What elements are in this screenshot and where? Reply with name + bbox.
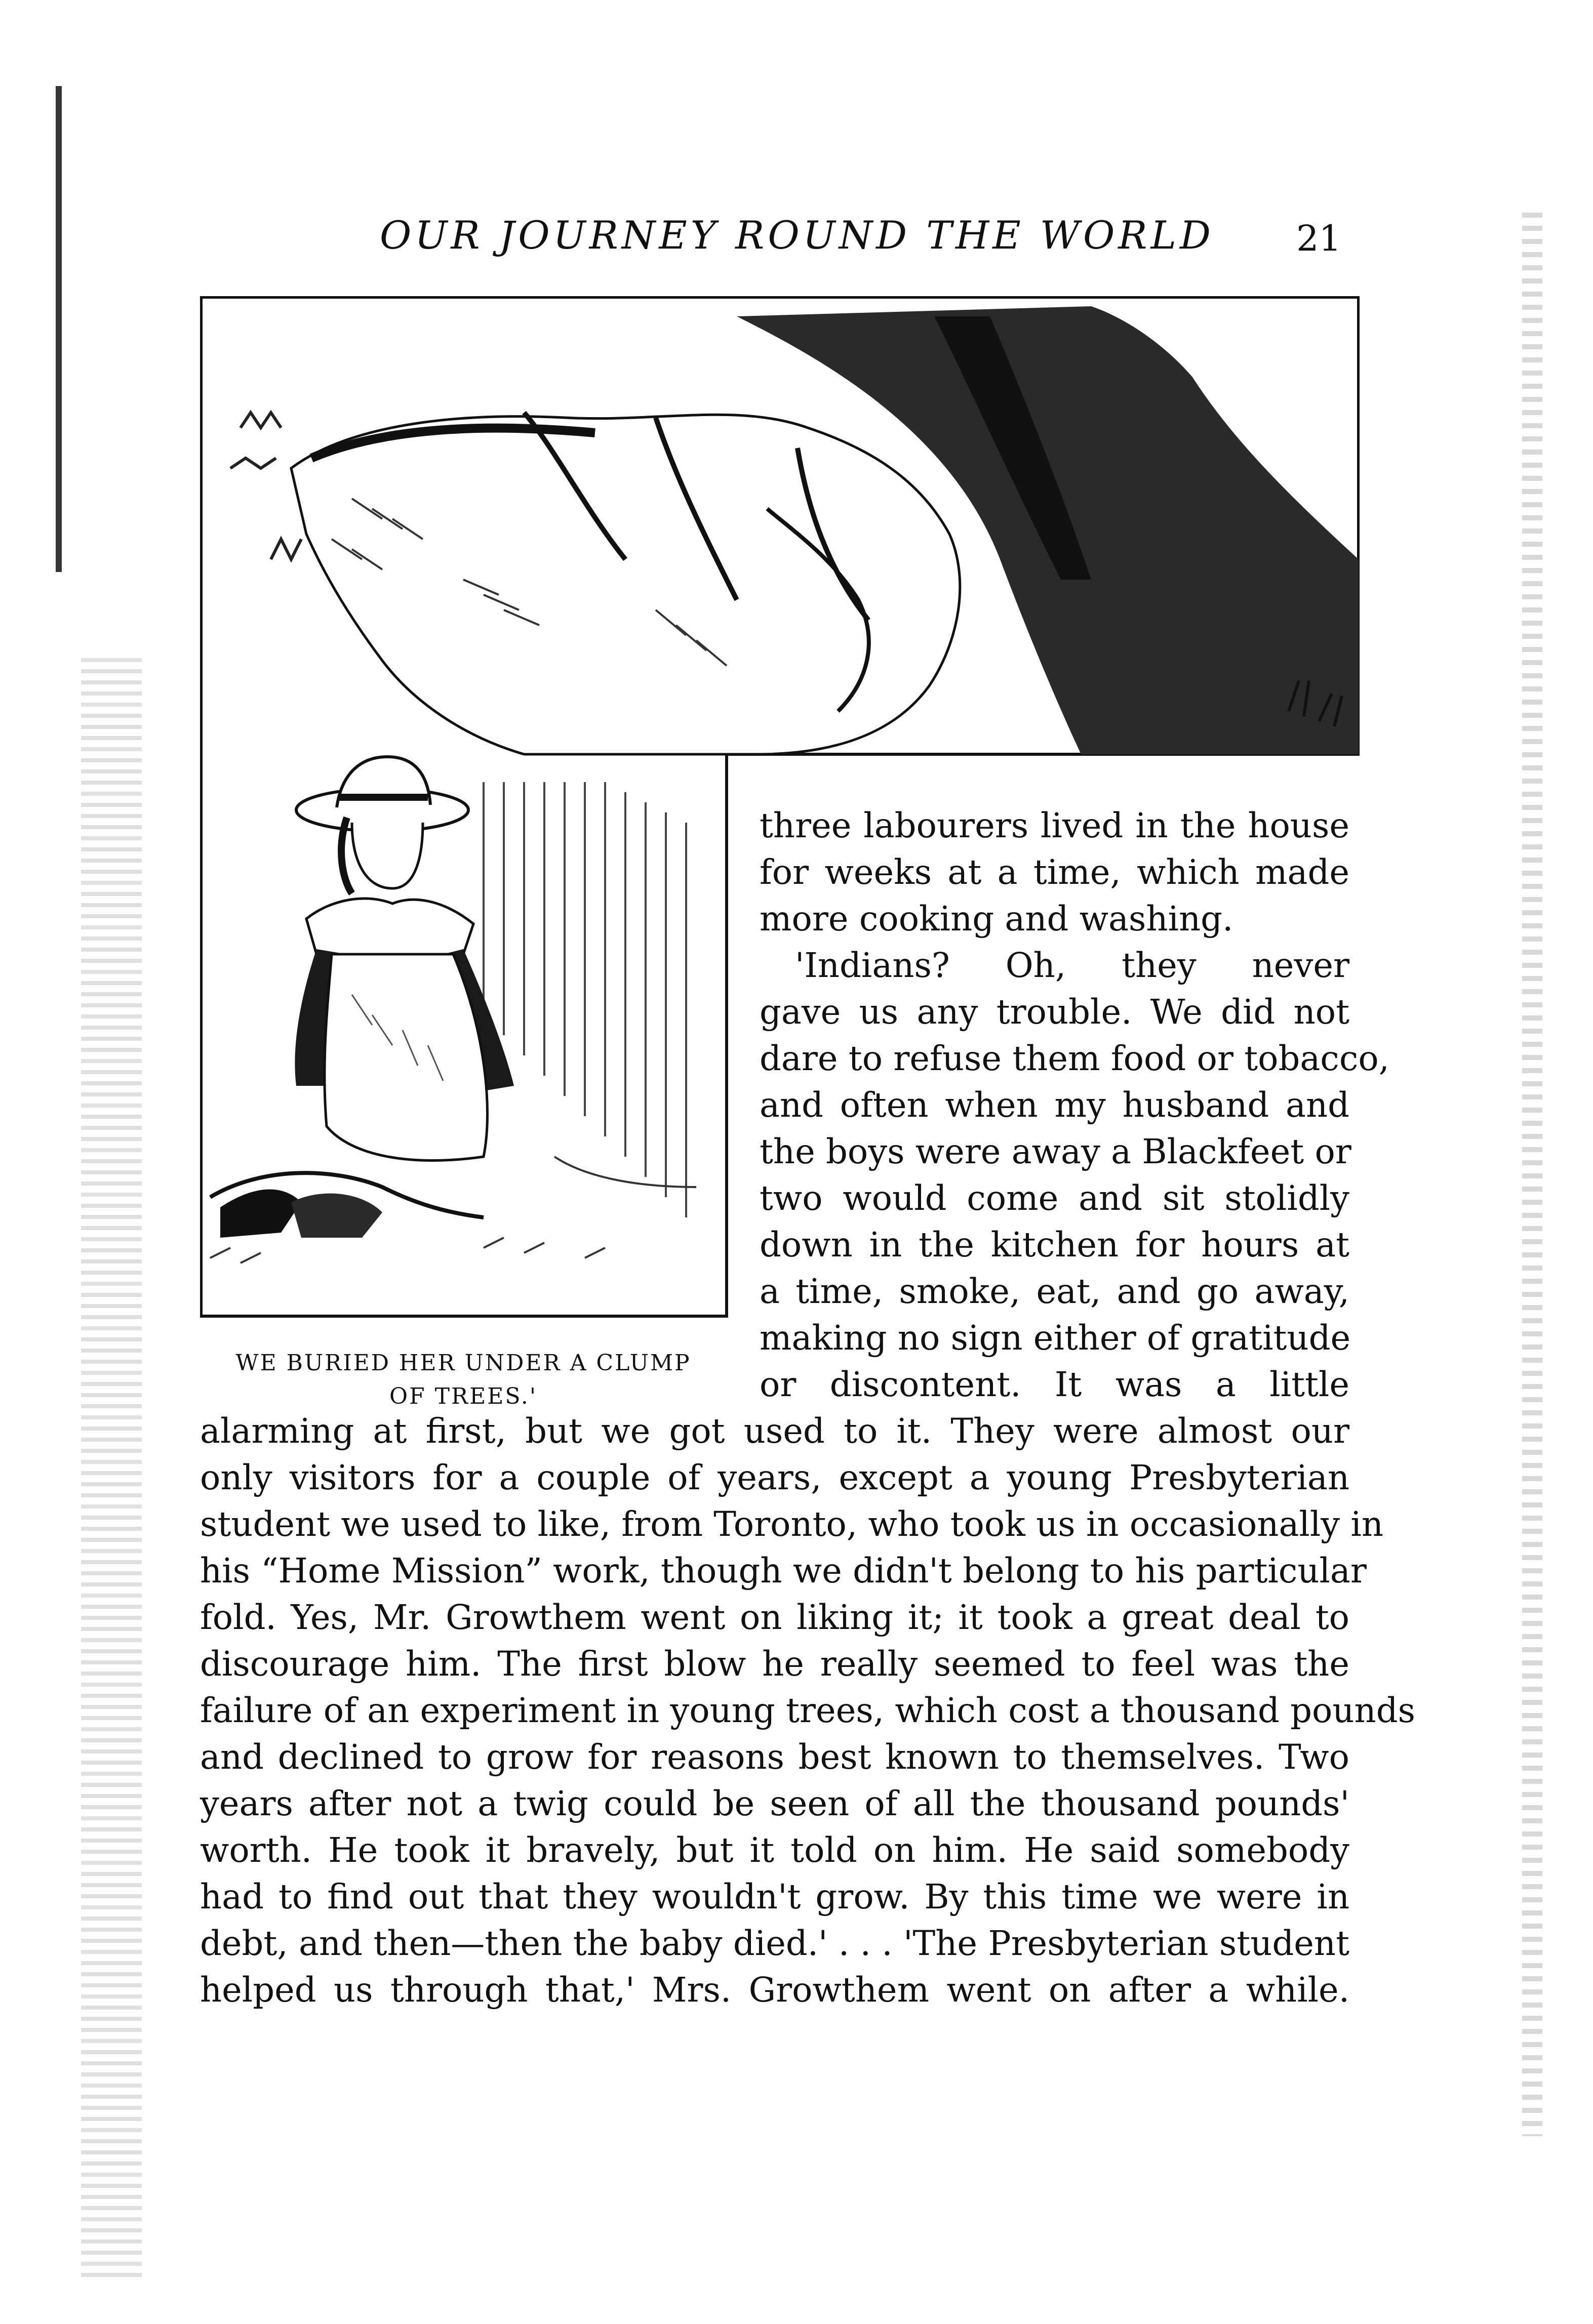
body-line: student we used to like, from Toronto, who took us in occasionally in (200, 1504, 1383, 1544)
body-line: a time, smoke, eat, and go away, (760, 1272, 1349, 1311)
caption-line-1: WE BURIED HER UNDER A CLUMP (235, 1350, 691, 1376)
body-line: helped us through that,' Mrs. Growthem went on after a while. (200, 1970, 1349, 2010)
body-line: three labourers lived in the house (760, 806, 1349, 845)
body-line: two would come and sit stolidly (760, 1178, 1349, 1218)
illustration-caption (200, 1347, 727, 1413)
body-line: only visitors for a couple of years, except a young Presbyterian (200, 1458, 1349, 1497)
running-head: OUR JOURNEY ROUND THE WORLD (380, 213, 1214, 258)
body-line: had to find out that they wouldn't grow. By this time we were in (200, 1877, 1349, 1917)
body-line: failure of an experiment in young trees, which cost a thousand pounds (200, 1691, 1415, 1730)
body-line: dare to refuse them food or tobacco, (760, 1039, 1389, 1078)
caption-line-2: OF TREES.' (389, 1383, 537, 1409)
body-line: years after not a twig could be seen of all the thousand pounds' (200, 1784, 1349, 1823)
body-line: 'Indians? Oh, they never (795, 946, 1349, 985)
scan-binding-edge-left (56, 86, 62, 572)
body-line: making no sign either of gratitude (760, 1318, 1351, 1358)
scan-binding-edge-right (1522, 213, 1542, 2136)
body-line: the boys were away a Blackfeet or (760, 1132, 1351, 1171)
body-line: alarming at first, but we got used to it. They were almost our (200, 1411, 1349, 1451)
body-line: worth. He took it bravely, but it told on him. He said somebody (200, 1830, 1349, 1870)
body-line: debt, and then—then the baby died.' . . . 'The Presbyterian student (200, 1924, 1349, 1963)
body-line: for weeks at a time, which made (760, 852, 1349, 892)
body-line: fold. Yes, Mr. Growthem went on liking it; it took a great deal to (200, 1598, 1349, 1637)
body-line: and often when my husband and (760, 1085, 1349, 1125)
body-line: discourage him. The first blow he really seemed to feel was the (200, 1644, 1349, 1684)
body-line: or discontent. It was a little (760, 1365, 1349, 1404)
page-number: 21 (1296, 218, 1342, 259)
body-line: and declined to grow for reasons best known to themselves. Two (200, 1737, 1349, 1777)
body-line: down in the kitchen for hours at (760, 1225, 1349, 1265)
scan-binding-shadow-left (81, 658, 142, 2278)
body-line: gave us any trouble. We did not (760, 992, 1349, 1032)
body-line: more cooking and washing. (760, 899, 1233, 939)
body-line: his “Home Mission” work, though we didn't belong to his particular (200, 1551, 1367, 1591)
